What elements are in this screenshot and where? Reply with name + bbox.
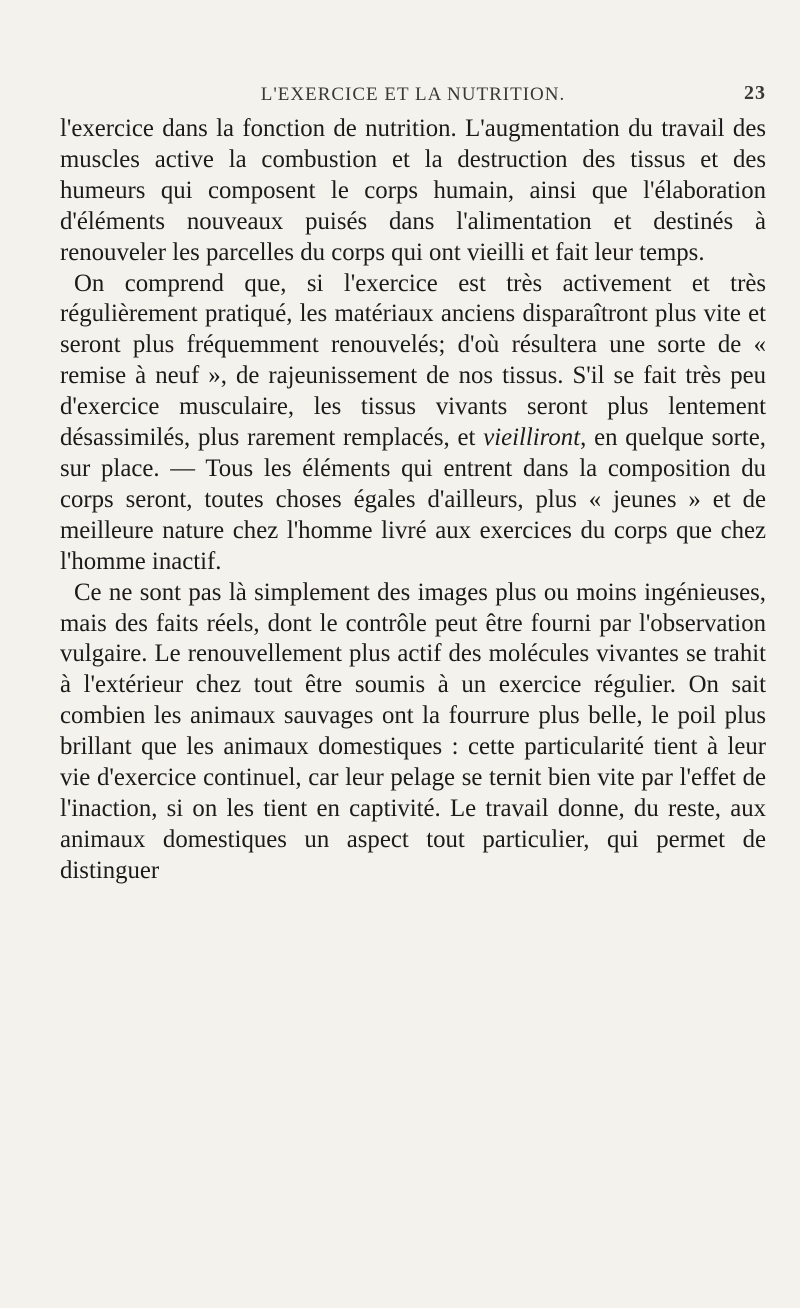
paragraph-2	[60, 269, 766, 578]
paragraph-1: l'exercice dans la fonction de nutrition. L'augmentation du travail des muscles active la combustion et la destruction des tissus et des humeurs qui composent le corps humain, ainsi que l'élaboration d'éléments nouveaux puisés dans l'alimentation et destinés à renouveler les parcelles du corps qui ont vieilli et fait leur temps.	[60, 115, 766, 266]
paragraph-2-text-after: , en quelque sorte, sur place. — Tous les éléments qui entrent dans la composition du corps seront, toutes choses égales d'ailleurs, plus « jeunes » et de meilleure nature chez l'homme livré aux exercices du corps que chez l'homme inactif.	[60, 424, 766, 575]
paragraph-2-emphasis: vieilliront	[483, 424, 581, 452]
page-number: 23	[744, 82, 766, 104]
paragraph-2-text-before: On comprend que, si l'exercice est très activement et très régulièrement pratiqué, les matériaux anciens disparaîtront plus vite et seront plus fréquemment renouvelés; d'où résultera une sorte de « remise à neuf », de rajeunissement de nos tissus. S'il se fait très peu d'exercice musculaire, les tissus vivants seront plus lentement désassimilés, plus rarement remplacés, et	[60, 269, 766, 452]
paragraph-3: Ce ne sont pas là simplement des images plus ou moins ingénieuses, mais des faits réels, dont le contrôle peut être fourni par l'observation vulgaire. Le renouvellement plus actif des molécules vivantes se trahit à l'extérieur chez tout être soumis à un exercice régulier. On sait combien les animaux sauvages ont la fourrure plus belle, le poil plus brillant que les animaux domestiques : cette particularité tient à leur vie d'exercice continuel, car leur pelage se ternit bien vite par l'effet de l'inaction, si on les tient en captivité. Le travail donne, du reste, aux animaux domestiques un aspect tout particulier, qui permet de distinguer	[60, 578, 766, 884]
running-header	[60, 80, 766, 112]
running-title: L'EXERCICE ET LA NUTRITION.	[260, 84, 566, 105]
body-text	[60, 114, 766, 887]
